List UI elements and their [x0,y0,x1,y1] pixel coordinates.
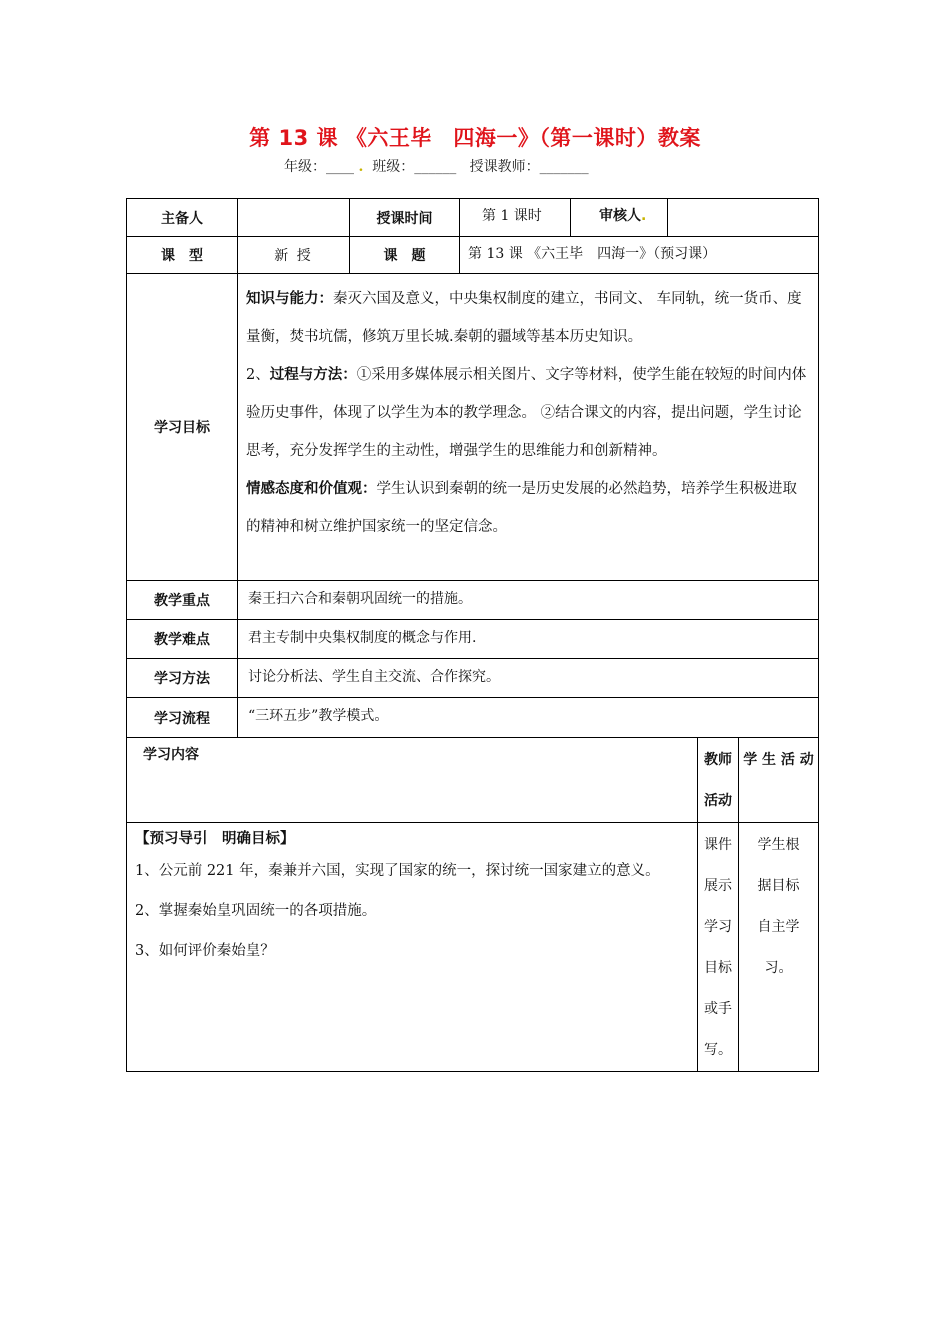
preparer-value [238,199,350,237]
content-item: 2、掌握秦始皇巩固统一的各项措施。 [135,903,377,919]
teacher-activity: 课件展示学习目标或手写。 [698,823,739,1072]
objectives-row [127,274,819,581]
difficulty-label: 教学难点 [127,620,238,659]
teacher-label: 授课教师： [469,159,540,175]
method-row [127,659,819,698]
knowledge-text: 秦灭六国及意义，中央集权制度的建立，书同文、 车同轨，统一货币、度量衡，焚书坑儒，修筑万里长城.秦朝的疆域等基本历史知识。 [246,291,802,345]
topic-label: 课 题 [350,237,460,274]
student-activity-label: 学 生 活 动 [739,738,819,823]
flow-value: “三环五步”教学模式。 [238,698,819,738]
header-row [127,199,819,237]
content-item: 1、公元前 221 年，秦兼并六国，实现了国家的统一，探讨统一国家建立的意义。 [135,863,660,879]
type-row [127,237,819,274]
content-row [127,823,819,1072]
content-header-row [127,738,819,823]
teacher-blank: _______ [539,159,589,175]
method-value: 讨论分析法、学生自主交流、合作探究。 [238,659,819,698]
emotion-text: 学生认识到秦朝的统一是历史发展的必然趋势，培养学生积极进取的精神和树立维护国家统一的坚定信念。 [246,481,797,535]
objective-emotion [246,470,810,546]
grade-blank: ____ [326,159,354,175]
mark-dot: . [358,159,364,175]
document-title: 第 13 课 《六王毕 四海一》（第一课时）教案 [249,126,701,150]
reviewer-label-cell [571,199,668,237]
teacher-activity-label: 教师活动 [698,738,739,823]
time-label: 授课时间 [350,199,460,237]
reviewer-mark: . [641,208,647,224]
objectives-content [238,274,819,581]
flow-row [127,698,819,738]
objective-knowledge [246,280,810,356]
class-label: 班级： [372,159,415,175]
knowledge-title: 知识与能力： [246,291,333,307]
process-text: ①采用多媒体展示相关图片、文字等材料，使学生能在较短的时间内体验历史事件，体现了以学生为本的教学理念。 ②结合课文的内容，提出问题，学生讨论思考，充分发挥学生的主动性，增强学生的思维能力和创新精神。 [246,367,807,459]
difficulty-row [127,620,819,659]
type-value: 新 授 [238,237,350,274]
content-body [127,823,698,1072]
flow-label: 学习流程 [127,698,238,738]
focus-row [127,581,819,620]
reviewer-value [668,199,819,237]
student-activity: 学生根据目标自主学习。 [739,823,819,1072]
grade-label: 年级： [284,159,326,175]
topic-value: 第 13 课 《六王毕 四海一》（预习课） [460,237,819,274]
type-label: 课 型 [127,237,238,274]
content-heading: 【预习导引 明确目标】 [135,831,295,847]
content-item: 3、如何评价秦始皇？ [135,943,275,959]
content-label: 学习内容 [127,738,698,823]
process-title: 过程与方法： [269,367,357,383]
reviewer-label: 审核人 [599,208,641,224]
objective-process [246,356,810,470]
objectives-label: 学习目标 [127,274,238,581]
method-label: 学习方法 [127,659,238,698]
emotion-title: 情感态度和价值观： [246,481,377,497]
meta-line [284,156,589,176]
time-value: 第 1 课时 [460,199,571,237]
preparer-label: 主备人 [127,199,238,237]
process-prefix: 2、 [246,367,270,383]
focus-value: 秦王扫六合和秦朝巩固统一的措施。 [238,581,819,620]
lesson-plan-table [126,198,819,1072]
focus-label: 教学重点 [127,581,238,620]
class-blank: ______ [414,159,457,175]
difficulty-value: 君主专制中央集权制度的概念与作用. [238,620,819,659]
